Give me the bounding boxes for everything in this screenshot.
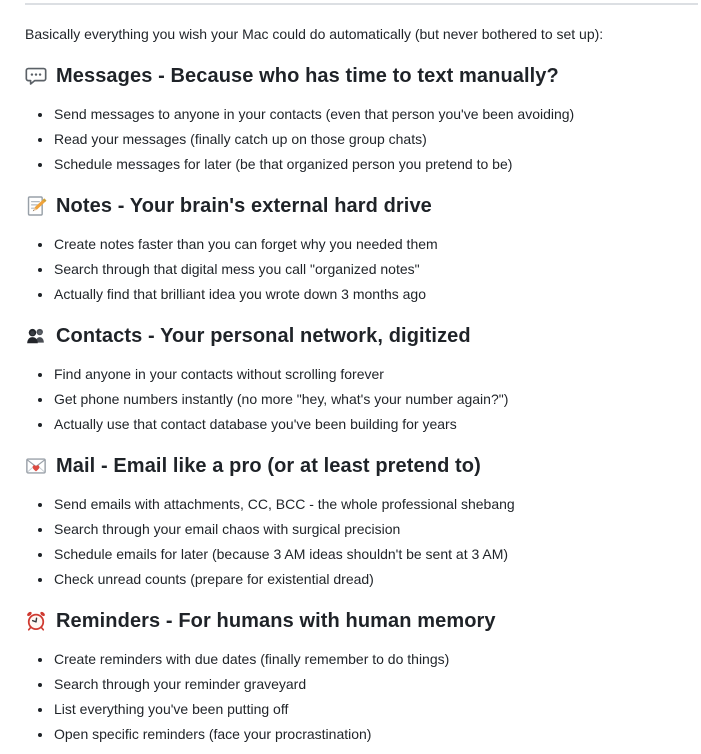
list-item: • Send messages to anyone in your contacts (even that person you've been avoiding) (53, 104, 698, 125)
list-item: • Create reminders with due dates (finally remember to do things) (53, 649, 698, 670)
section-heading (25, 609, 698, 633)
bullet-list (25, 494, 698, 590)
list-item: • Get phone numbers instantly (no more "hey, what's your number again?") (53, 389, 698, 410)
busts-in-silhouette-icon (25, 325, 47, 347)
section-title: Mail - Email like a pro (or at least pretend to) (56, 455, 481, 477)
list-item: • Search through your reminder graveyard (53, 674, 698, 695)
section-heading (25, 64, 698, 88)
list-item: • Schedule messages for later (be that organized person you pretend to be) (53, 154, 698, 175)
list-item: • List everything you've been putting off (53, 699, 698, 720)
bullet-list (25, 104, 698, 175)
intro-paragraph: Basically everything you wish your Mac could do automatically (but never bothered to set up): (25, 26, 604, 42)
section-title: Reminders - For humans with human memory (56, 610, 496, 632)
readme-document (0, 3, 701, 745)
list-item: • Find anyone in your contacts without scrolling forever (53, 364, 698, 385)
section-title: Notes - Your brain's external hard drive (56, 195, 432, 217)
list-item: • Schedule emails for later (because 3 AM ideas shouldn't be sent at 3 AM) (53, 544, 698, 565)
love-letter-icon (25, 455, 47, 477)
section-heading (25, 454, 698, 478)
section-divider (25, 3, 698, 5)
section-heading (25, 324, 698, 348)
list-item: • Send emails with attachments, CC, BCC - the whole professional shebang (53, 494, 698, 515)
section-reminders (25, 609, 698, 745)
list-item: • Check unread counts (prepare for existential dread) (53, 569, 698, 590)
bullet-list (25, 234, 698, 305)
section-title: Messages - Because who has time to text manually? (56, 65, 559, 87)
list-item: • Open specific reminders (face your procrastination) (53, 724, 698, 745)
bullet-list (25, 649, 698, 745)
alarm-clock-icon (25, 610, 47, 632)
list-item: • Search through your email chaos with surgical precision (53, 519, 698, 540)
section-heading (25, 194, 698, 218)
list-item: • Actually use that contact database you've been building for years (53, 414, 698, 435)
section-title: Contacts - Your personal network, digitized (56, 325, 471, 347)
speech-balloon-icon (25, 65, 47, 87)
bullet-list (25, 364, 698, 435)
memo-icon (25, 195, 47, 217)
list-item: • Create notes faster than you can forget why you needed them (53, 234, 698, 255)
list-item: • Search through that digital mess you call "organized notes" (53, 259, 698, 280)
section-contacts (25, 324, 698, 435)
list-item: • Actually find that brilliant idea you wrote down 3 months ago (53, 284, 698, 305)
section-mail (25, 454, 698, 590)
list-item: • Read your messages (finally catch up on those group chats) (53, 129, 698, 150)
section-notes (25, 194, 698, 305)
section-messages (25, 64, 698, 175)
